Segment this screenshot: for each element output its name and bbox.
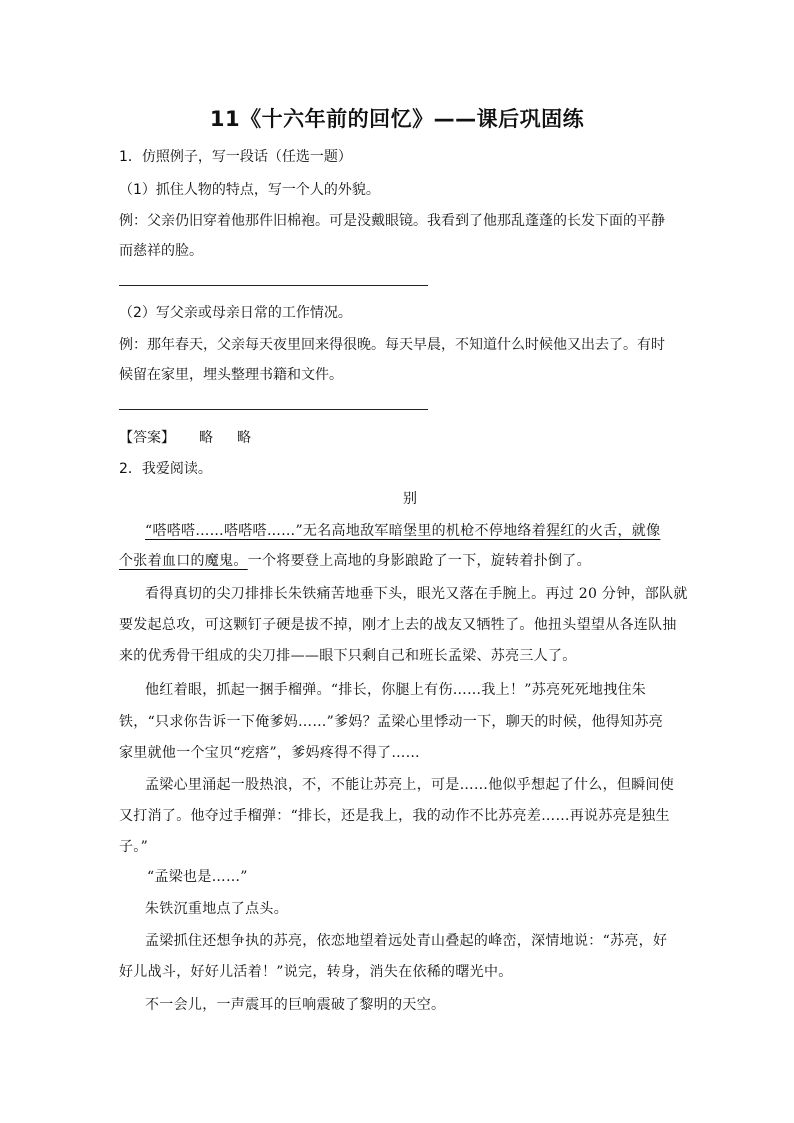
q1-sub2: （2）写父亲或母亲日常的工作情况。 [119, 305, 352, 321]
underlined-text: 个张着血口的魔鬼。 [119, 553, 248, 569]
passage-line: 子。” [119, 839, 149, 855]
passage-line: 不一会儿，一声震耳的巨响震破了黎明的天空。 [145, 997, 446, 1013]
passage-line: “嗒嗒嗒……嗒嗒嗒……”无名高地敌军暗堡里的机枪不停地络着猩红的火舌，就像 [145, 523, 661, 539]
passage-line: 朱铁沉重地点了点头。 [145, 901, 288, 917]
answer-blank-line-1[interactable] [119, 285, 428, 286]
passage-title: 别 [403, 491, 417, 507]
answer-blank-line-2[interactable] [119, 409, 428, 410]
passage-line: 铁，“只求你告诉一下俺爹妈……”爹妈？孟梁心里悸动一下，聊天的时候，他得知苏亮 [119, 714, 664, 730]
passage-line: 孟梁抓住还想争执的苏亮，依恋地望着远处青山叠起的峰峦，深情地说：“苏亮，好 [145, 933, 668, 949]
page-title: 11《十六年前的回忆》——课后巩固练 [209, 107, 585, 131]
passage-line: 他红着眼，抓起一捆手榴弹。“排长，你腿上有伤……我上！”苏亮死死地拽住朱 [145, 682, 647, 698]
passage-line: 又打消了。他夺过手榴弹：“排长，还是我上，我的动作不比苏亮差……再说苏亮是独生 [119, 808, 670, 824]
q1-example2-line1: 例：那年春天，父亲每天夜里回来得很晚。每天早晨，不知道什么时候他又出去了。有时 [119, 337, 665, 353]
q1-example1-line1: 例：父亲仍旧穿着他那件旧棉袍。可是没戴眼镜。我看到了他那乱蓬蓬的长发下面的平静 [119, 213, 665, 229]
answer-row [119, 427, 251, 447]
q2-heading: 2．我爱阅读。 [119, 461, 212, 477]
passage-line: 要发起总攻，可这颗钉子硬是拔不掉，刚才上去的战友又牺牲了。他扭头望望从各连队抽 [119, 617, 677, 633]
passage-line [119, 550, 591, 570]
passage-line: 来的优秀骨干组成的尖刀排——眼下只剩自己和班长孟梁、苏亮三人了。 [119, 648, 577, 664]
q1-example2-line2: 候留在家里，埋头整理书籍和文件。 [119, 367, 343, 383]
answer-label: 【答案】 [119, 430, 175, 446]
passage-line: 孟梁心里涌起一股热浪，不，不能让苏亮上，可是……他似乎想起了什么，但瞬间使 [145, 777, 675, 793]
passage-line: 看得真切的尖刀排排长朱铁痛苦地垂下头，眼光又落在手腕上。再过 20 分钟，部队就 [145, 586, 688, 602]
passage-line: “孟梁也是……” [147, 869, 248, 885]
answer-value-2: 略 [237, 430, 251, 446]
q1-example1-line2: 而慈祥的脸。 [119, 243, 203, 259]
answer-value-1: 略 [199, 430, 213, 446]
passage-line: 家里就他一个宝贝“疙瘩”，爹妈疼得不得了…… [119, 745, 420, 761]
passage-line: 好儿战斗，好好儿活着！”说完，转身，消失在依稀的曙光中。 [119, 964, 513, 980]
q1-sub1: （1）抓住人物的特点，写一个人的外貌。 [119, 182, 380, 198]
q1-heading: 1．仿照例子，写一段话（任选一题） [119, 149, 352, 165]
passage-line-rest: 一个将要登上高地的身影踉跄了一下，旋转着扑倒了。 [247, 553, 591, 569]
